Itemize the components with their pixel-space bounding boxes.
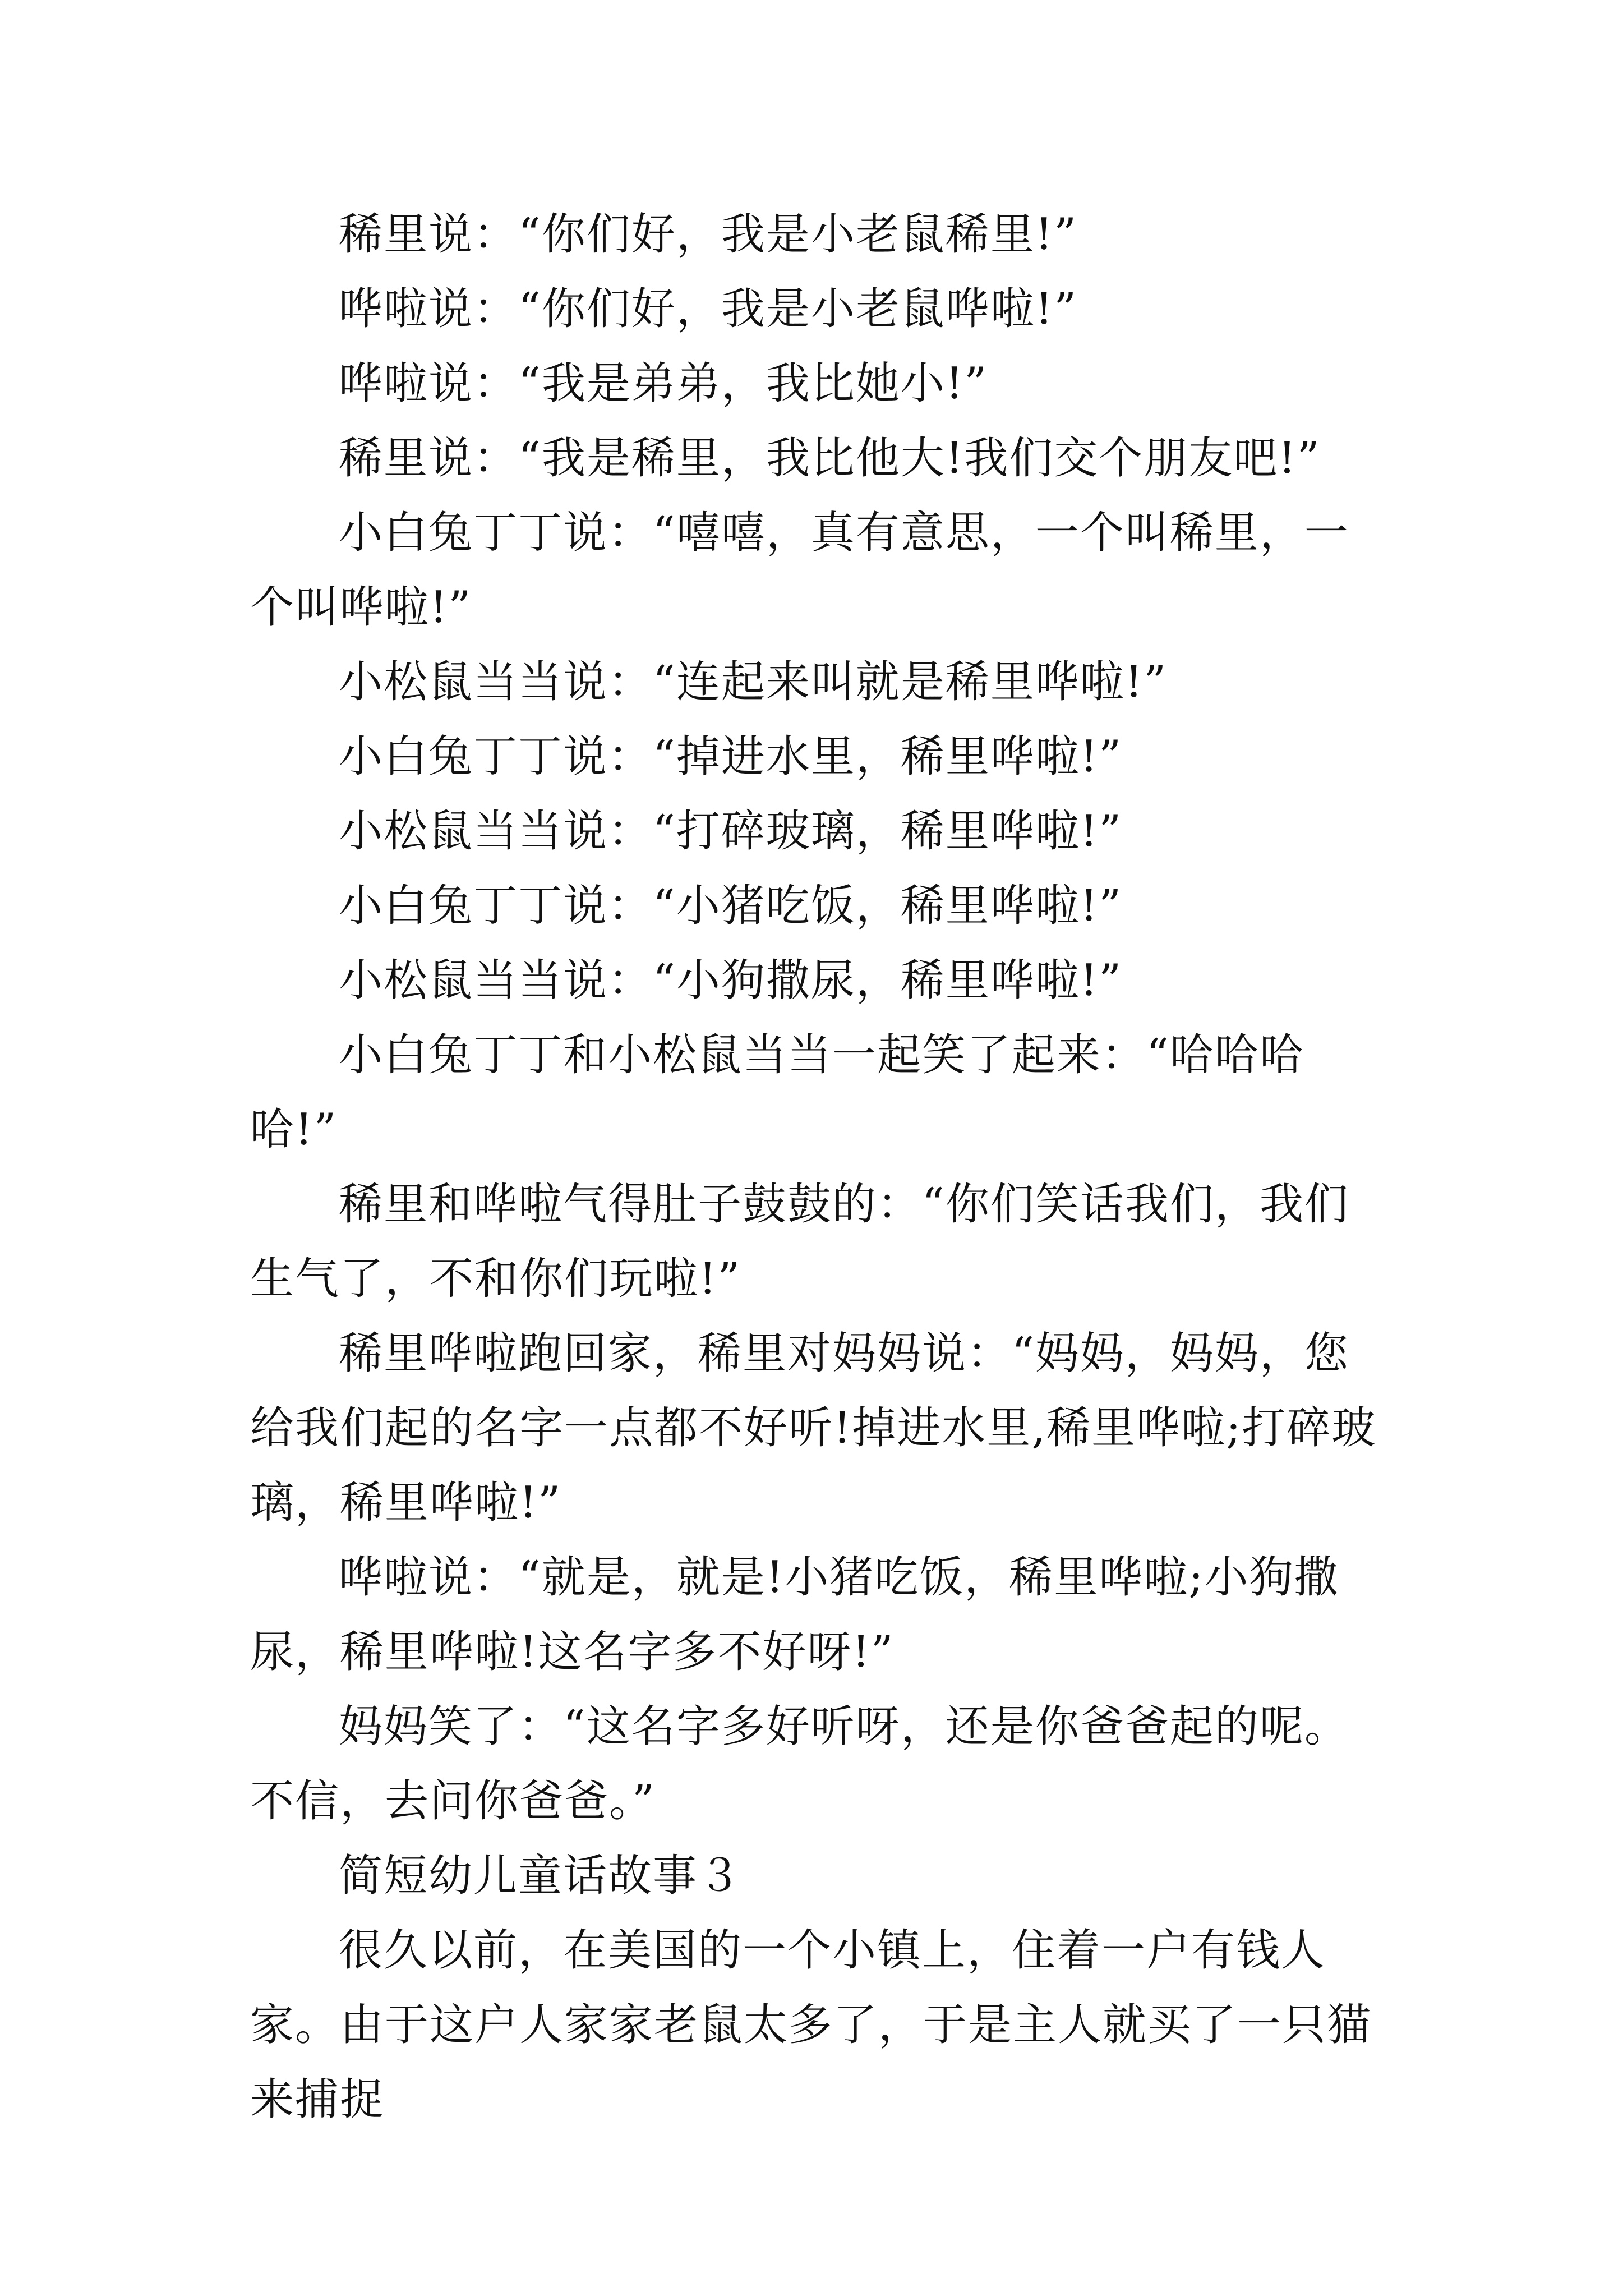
paragraph: 稀里哗啦跑回家，稀里对妈妈说：“妈妈，妈妈，您给我们起的名字一点都不好听!掉进水里,稀里哗啦;打碎玻璃，稀里哗啦!” bbox=[250, 1328, 1377, 1528]
section-heading: 简短幼儿童话故事３ bbox=[339, 1851, 743, 1901]
paragraph: 小白兔丁丁说：“掉进水里，稀里哗啦!” bbox=[339, 731, 1123, 782]
paragraph: 哗啦说：“你们好，我是小老鼠哗啦!” bbox=[339, 284, 1078, 334]
paragraph: 小白兔丁丁和小松鼠当当一起笑了起来：“哈哈哈哈!” bbox=[250, 1030, 1304, 1155]
paragraph: 小松鼠当当说：“小狗撒尿，稀里哗啦!” bbox=[339, 955, 1123, 1006]
paragraph: 稀里说：“你们好，我是小老鼠稀里!” bbox=[339, 209, 1078, 260]
paragraph: 稀里和哗啦气得肚子鼓鼓的：“你们笑话我们，我们生气了，不和你们玩啦!” bbox=[250, 1179, 1349, 1304]
paragraph: 哗啦说：“就是，就是!小猪吃饭，稀里哗啦;小狗撒尿，稀里哗啦!这名字多不好呀!” bbox=[250, 1552, 1339, 1677]
paragraph: 小松鼠当当说：“连起来叫就是稀里哗啦!” bbox=[339, 657, 1168, 707]
paragraph: 小松鼠当当说：“打碎玻璃，稀里哗啦!” bbox=[339, 806, 1123, 857]
paragraph: 稀里说：“我是稀里，我比他大!我们交个朋友吧!” bbox=[339, 433, 1321, 484]
paragraph: 小白兔丁丁说：“小猪吃饭，稀里哗啦!” bbox=[339, 881, 1123, 931]
paragraph: 很久以前，在美国的一个小镇上，住着一户有钱人家。由于这户人家家老鼠太多了，于是主人就买了一只猫来捕捉 bbox=[250, 1925, 1372, 2125]
story-text bbox=[250, 197, 1389, 2137]
paragraph: 小白兔丁丁说：“嘻嘻，真有意思，一个叫稀里，一个叫哗啦!” bbox=[250, 508, 1349, 633]
paragraph: 妈妈笑了：“这名字多好听呀，还是你爸爸起的呢。不信，去问你爸爸。” bbox=[250, 1701, 1349, 1826]
paragraph: 哗啦说：“我是弟弟，我比她小!” bbox=[339, 358, 988, 409]
